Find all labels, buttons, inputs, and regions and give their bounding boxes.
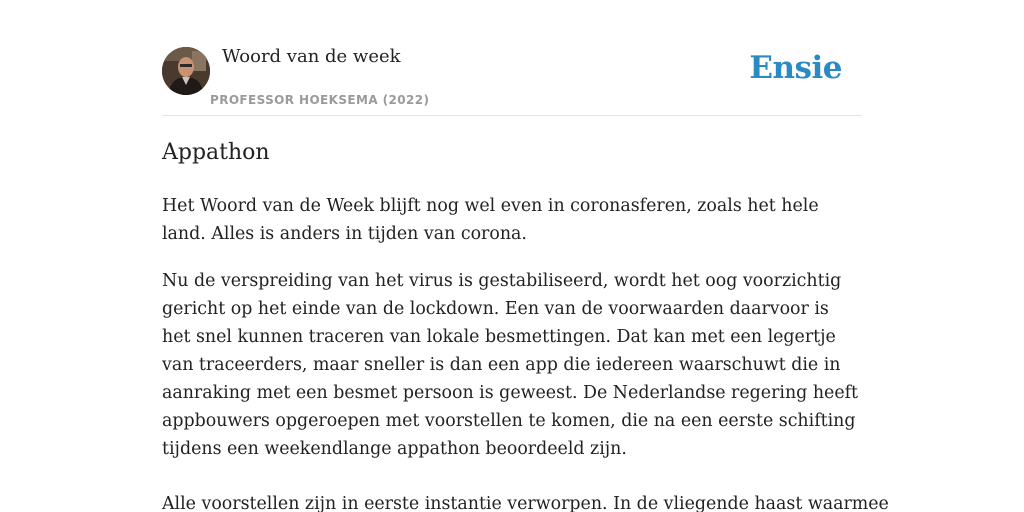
article-paragraph: Het Woord van de Week blijft nog wel even in coronasferen, zoals het hele land. Alles is anders in tijden van corona. xyxy=(162,196,819,244)
avatar-photo-icon xyxy=(162,47,210,95)
author-avatar[interactable] xyxy=(162,47,210,95)
article-title: Appathon xyxy=(162,140,270,165)
article-paragraph: Nu de verspreiding van het virus is gestabiliseerd, wordt het oog voorzichtig gericht op het einde van de lockdown. Een van de voorwaarden daarvoor is het snel kunnen traceren van lokale besmettingen. Dat kan met een legertje van traceerders, maar sneller is dan een app die iedereen waarschuwt die in aanraking met een besmet persoon is geweest. De Nederlandse regering heeft appbouwers opgeroepen met voorstellen te komen, die na een eerste schifting tijdens een weekendlange appathon beoordeeld zijn. xyxy=(162,271,859,459)
article-card xyxy=(162,0,889,512)
article-paragraph: Alle voorstellen zijn in eerste instantie verworpen. In de vliegende haast waarmee xyxy=(162,494,889,512)
series-title[interactable]: Woord van de week xyxy=(222,46,401,67)
article-header xyxy=(162,0,862,116)
author-name[interactable]: PROFESSOR HOEKSEMA (2022) xyxy=(210,93,430,107)
ensie-logo[interactable]: Ensie xyxy=(749,50,842,86)
